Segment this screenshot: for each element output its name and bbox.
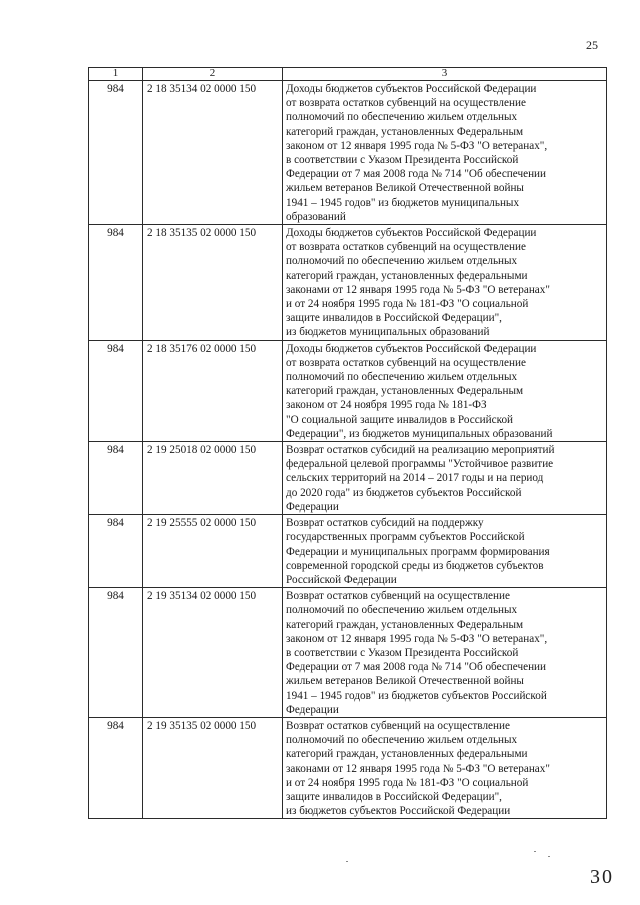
admin-code-cell: 984 [89,515,143,588]
header-col-1: 1 [89,68,143,81]
description-line: и от 24 ноября 1995 года № 181-ФЗ "О социальной [286,776,529,789]
table-row [89,81,607,225]
description-line: Федерации от 7 мая 2008 года № 714 "Об обеспечении [286,168,547,181]
description-line: образований [286,210,346,223]
description-line: Доходы бюджетов субъектов Российской Федерации [286,227,537,240]
description-line: "О социальной защите инвалидов в Российской [286,413,514,426]
description-line: Федерации [286,703,339,716]
description-line: Доходы бюджетов субъектов Российской Федерации [286,83,537,95]
description-line: Возврат остатков субсидий на поддержку [286,517,484,530]
table-row [89,515,607,588]
description-line: категорий граждан, установленных Федеральным [286,618,524,631]
description-cell [283,81,607,225]
admin-code-cell: 984 [89,717,143,818]
description-line: Возврат остатков субвенций на осуществление [286,719,510,732]
description-line: от возврата остатков субвенций на осуществление [286,241,526,254]
table-body [89,81,607,819]
description-line: полномочий по обеспечению жильем отдельных [286,111,518,124]
description-line: полномочий по обеспечению жильем отдельных [286,255,518,268]
header-row [89,68,607,81]
page-number: 25 [586,38,598,52]
description-line: категорий граждан, установленных федеральными [286,269,528,282]
description-line: полномочий по обеспечению жильем отдельных [286,371,518,384]
description-line: Доходы бюджетов субъектов Российской Федерации [286,342,537,355]
description-cell [283,442,607,515]
header-col-2: 2 [143,68,283,81]
description-line: сельских территорий на 2014 – 2017 годы и на период [286,472,544,485]
description-line: Федерации", из бюджетов муниципальных образований [286,427,553,440]
admin-code-cell: 984 [89,442,143,515]
description-line: в соответствии с Указом Президента Российской [286,154,519,167]
description-line: полномочий по обеспечению жильем отдельных [286,604,518,617]
description-line: Федерации [286,500,339,513]
description-line: государственных программ субъектов Российской [286,531,525,544]
description-line: законами от 12 января 1995 года № 5-ФЗ "О ветеранах" [286,283,550,296]
handwritten-page-stamp: 30 [590,866,614,888]
table-row [89,225,607,341]
description-line: защите инвалидов в Российской Федерации", [286,790,502,803]
budget-code-cell: 2 19 25018 02 0000 150 [143,442,283,515]
table-row [89,588,607,718]
description-cell [283,588,607,718]
admin-code-cell: 984 [89,588,143,718]
budget-code-cell: 2 19 35135 02 0000 150 [143,717,283,818]
description-line: от возврата остатков субвенций на осуществление [286,356,526,369]
header-col-3: 3 [283,68,607,81]
description-line: категорий граждан, установленных Федеральным [286,385,524,398]
description-line: современной городской среды из бюджетов субъектов [286,559,544,572]
description-line: из бюджетов муниципальных образований [286,326,490,339]
description-line: законом от 12 января 1995 года № 5-ФЗ "О ветеранах", [286,632,548,645]
description-line: Возврат остатков субвенций на осуществление [286,590,510,603]
scan-speck [346,861,348,862]
description-line: защите инвалидов в Российской Федерации", [286,312,502,325]
budget-code-cell: 2 18 35176 02 0000 150 [143,340,283,441]
description-line: Федерации от 7 мая 2008 года № 714 "Об обеспечении [286,661,547,674]
description-line: жильем ветеранов Великой Отечественной войны [286,675,524,688]
table-row [89,340,607,441]
budget-code-cell: 2 19 35134 02 0000 150 [143,588,283,718]
table-row [89,717,607,818]
description-line: 1941 – 1945 годов" из бюджетов муниципальных [286,196,520,209]
table-header [89,68,607,81]
budget-classification-table [88,67,607,819]
admin-code-cell: 984 [89,340,143,441]
admin-code-cell: 984 [89,225,143,341]
budget-code-cell: 2 18 35135 02 0000 150 [143,225,283,341]
description-line: жильем ветеранов Великой Отечественной войны [286,182,524,195]
description-cell [283,515,607,588]
description-line: и от 24 ноября 1995 года № 181-ФЗ "О социальной [286,298,529,311]
description-line: в соответствии с Указом Президента Российской [286,646,519,659]
description-line: до 2020 года" из бюджетов субъектов Российской [286,486,522,499]
description-line: категорий граждан, установленных Федеральным [286,125,524,138]
budget-code-cell: 2 18 35134 02 0000 150 [143,81,283,225]
scan-speck [534,851,536,852]
description-line: 1941 – 1945 годов" из бюджетов субъектов Российской [286,689,547,702]
description-line: законом от 12 января 1995 года № 5-ФЗ "О ветеранах", [286,139,548,152]
description-line: Возврат остатков субсидий на реализацию мероприятий [286,444,555,457]
description-line: законами от 12 января 1995 года № 5-ФЗ "О ветеранах" [286,762,550,775]
table-row [89,442,607,515]
description-line: федеральной целевой программы "Устойчивое развитие [286,458,554,471]
admin-code-cell: 984 [89,81,143,225]
description-line: из бюджетов субъектов Российской Федерации [286,805,511,818]
description-cell [283,340,607,441]
description-line: категорий граждан, установленных федеральными [286,748,528,761]
description-line: законом от 24 ноября 1995 года № 181-ФЗ [286,399,487,412]
description-cell [283,717,607,818]
description-cell [283,225,607,341]
description-line: Федерации и муниципальных программ формирования [286,545,550,558]
description-line: от возврата остатков субвенций на осуществление [286,97,526,110]
description-line: Российской Федерации [286,573,397,586]
scan-speck [548,856,550,857]
description-line: полномочий по обеспечению жильем отдельных [286,734,518,747]
budget-code-cell: 2 19 25555 02 0000 150 [143,515,283,588]
